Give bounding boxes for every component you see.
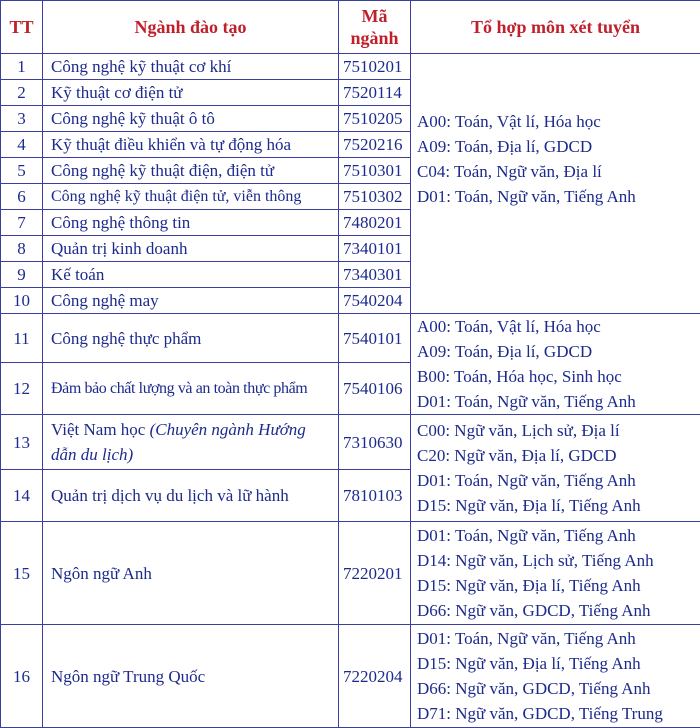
combo-item: A00: Toán, Vật lí, Hóa học (417, 314, 696, 339)
header-code-line2: ngành (350, 28, 398, 48)
row-code: 7540101 (339, 314, 411, 363)
row-name: Công nghệ kỹ thuật cơ khí (43, 54, 339, 80)
table-row (1, 54, 700, 80)
combo-item: D71: Ngữ văn, GDCD, Tiếng Trung (417, 701, 696, 726)
combo-item: D14: Ngữ văn, Lịch sử, Tiếng Anh (417, 548, 696, 573)
combo-item: D01: Toán, Ngữ văn, Tiếng Anh (417, 468, 696, 493)
row-code: 7480201 (339, 210, 411, 236)
combo-item: D15: Ngữ văn, Địa lí, Tiếng Anh (417, 573, 696, 598)
combo-item: C00: Ngữ văn, Lịch sử, Địa lí (417, 418, 696, 443)
row-code: 7510205 (339, 106, 411, 132)
row-name: Công nghệ thông tin (43, 210, 339, 236)
row-name: Quản trị dịch vụ du lịch và lữ hành (43, 470, 339, 522)
row-code: 7510301 (339, 158, 411, 184)
header-name: Ngành đào tạo (43, 1, 339, 54)
row-code: 7340101 (339, 236, 411, 262)
row-code: 7510302 (339, 184, 411, 210)
combo-group-5 (411, 625, 700, 728)
row-name: Kỹ thuật cơ điện tử (43, 80, 339, 106)
row-name: Ngôn ngữ Anh (43, 522, 339, 625)
header-code-line1: Mã (362, 6, 388, 26)
row-code: 7510201 (339, 54, 411, 80)
row-name: Công nghệ kỹ thuật điện tử, viễn thông (43, 184, 339, 210)
row-tt: 11 (1, 314, 43, 363)
row-code: 7520216 (339, 132, 411, 158)
row-tt: 9 (1, 262, 43, 288)
combo-group-3 (411, 415, 700, 522)
row-tt: 8 (1, 236, 43, 262)
row-name: Đảm bảo chất lượng và an toàn thực phẩm (43, 363, 339, 415)
row-name: Công nghệ kỹ thuật ô tô (43, 106, 339, 132)
row-tt: 12 (1, 363, 43, 415)
combo-item: A09: Toán, Địa lí, GDCD (417, 339, 696, 364)
row-tt: 3 (1, 106, 43, 132)
row-code: 7220204 (339, 625, 411, 728)
combo-item: C20: Ngữ văn, Địa lí, GDCD (417, 443, 696, 468)
combo-item: D15: Ngữ văn, Địa lí, Tiếng Anh (417, 493, 696, 518)
combo-item: A00: Toán, Vật lí, Hóa học (417, 109, 696, 134)
combo-group-1 (411, 54, 700, 314)
table-row (1, 522, 700, 625)
row-tt: 6 (1, 184, 43, 210)
combo-item: D01: Toán, Ngữ văn, Tiếng Anh (417, 184, 696, 209)
row-code: 7540106 (339, 363, 411, 415)
row-code: 7810103 (339, 470, 411, 522)
row-code: 7340301 (339, 262, 411, 288)
combo-item: D01: Toán, Ngữ văn, Tiếng Anh (417, 389, 696, 414)
row-tt: 13 (1, 415, 43, 470)
table-row (1, 415, 700, 470)
row-name: Ngôn ngữ Trung Quốc (43, 625, 339, 728)
table-row (1, 314, 700, 363)
table-row (1, 625, 700, 728)
row-tt: 7 (1, 210, 43, 236)
combo-item: B00: Toán, Hóa học, Sinh học (417, 364, 696, 389)
row-tt: 2 (1, 80, 43, 106)
row-tt: 14 (1, 470, 43, 522)
row-tt: 16 (1, 625, 43, 728)
header-tt: TT (1, 1, 43, 54)
combo-item: C04: Toán, Ngữ văn, Địa lí (417, 159, 696, 184)
row-name: Quản trị kinh doanh (43, 236, 339, 262)
row-tt: 1 (1, 54, 43, 80)
combo-item: D66: Ngữ văn, GDCD, Tiếng Anh (417, 676, 696, 701)
row-name: Kỹ thuật điều khiển và tự động hóa (43, 132, 339, 158)
row-code: 7220201 (339, 522, 411, 625)
combo-item: D66: Ngữ văn, GDCD, Tiếng Anh (417, 598, 696, 623)
row-name: Công nghệ thực phẩm (43, 314, 339, 363)
header-combo: Tổ hợp môn xét tuyển (411, 1, 700, 54)
row-tt: 10 (1, 288, 43, 314)
combo-group-4 (411, 522, 700, 625)
combo-group-2 (411, 314, 700, 415)
row-tt: 4 (1, 132, 43, 158)
row-tt: 15 (1, 522, 43, 625)
combo-item: D01: Toán, Ngữ văn, Tiếng Anh (417, 626, 696, 651)
combo-item: D01: Toán, Ngữ văn, Tiếng Anh (417, 523, 696, 548)
header-row (1, 1, 700, 54)
row-name: Công nghệ may (43, 288, 339, 314)
row-tt: 5 (1, 158, 43, 184)
combo-item: D15: Ngữ văn, Địa lí, Tiếng Anh (417, 651, 696, 676)
row-name-main: Việt Nam học (51, 420, 150, 439)
row-name: Kế toán (43, 262, 339, 288)
row-code: 7520114 (339, 80, 411, 106)
row-name-note: (Chuyên ngành Hướng dẫn du lịch) (51, 420, 306, 464)
row-name (43, 415, 339, 470)
row-code: 7310630 (339, 415, 411, 470)
row-name: Công nghệ kỹ thuật điện, điện tử (43, 158, 339, 184)
combo-item: A09: Toán, Địa lí, GDCD (417, 134, 696, 159)
header-code (339, 1, 411, 54)
row-code: 7540204 (339, 288, 411, 314)
